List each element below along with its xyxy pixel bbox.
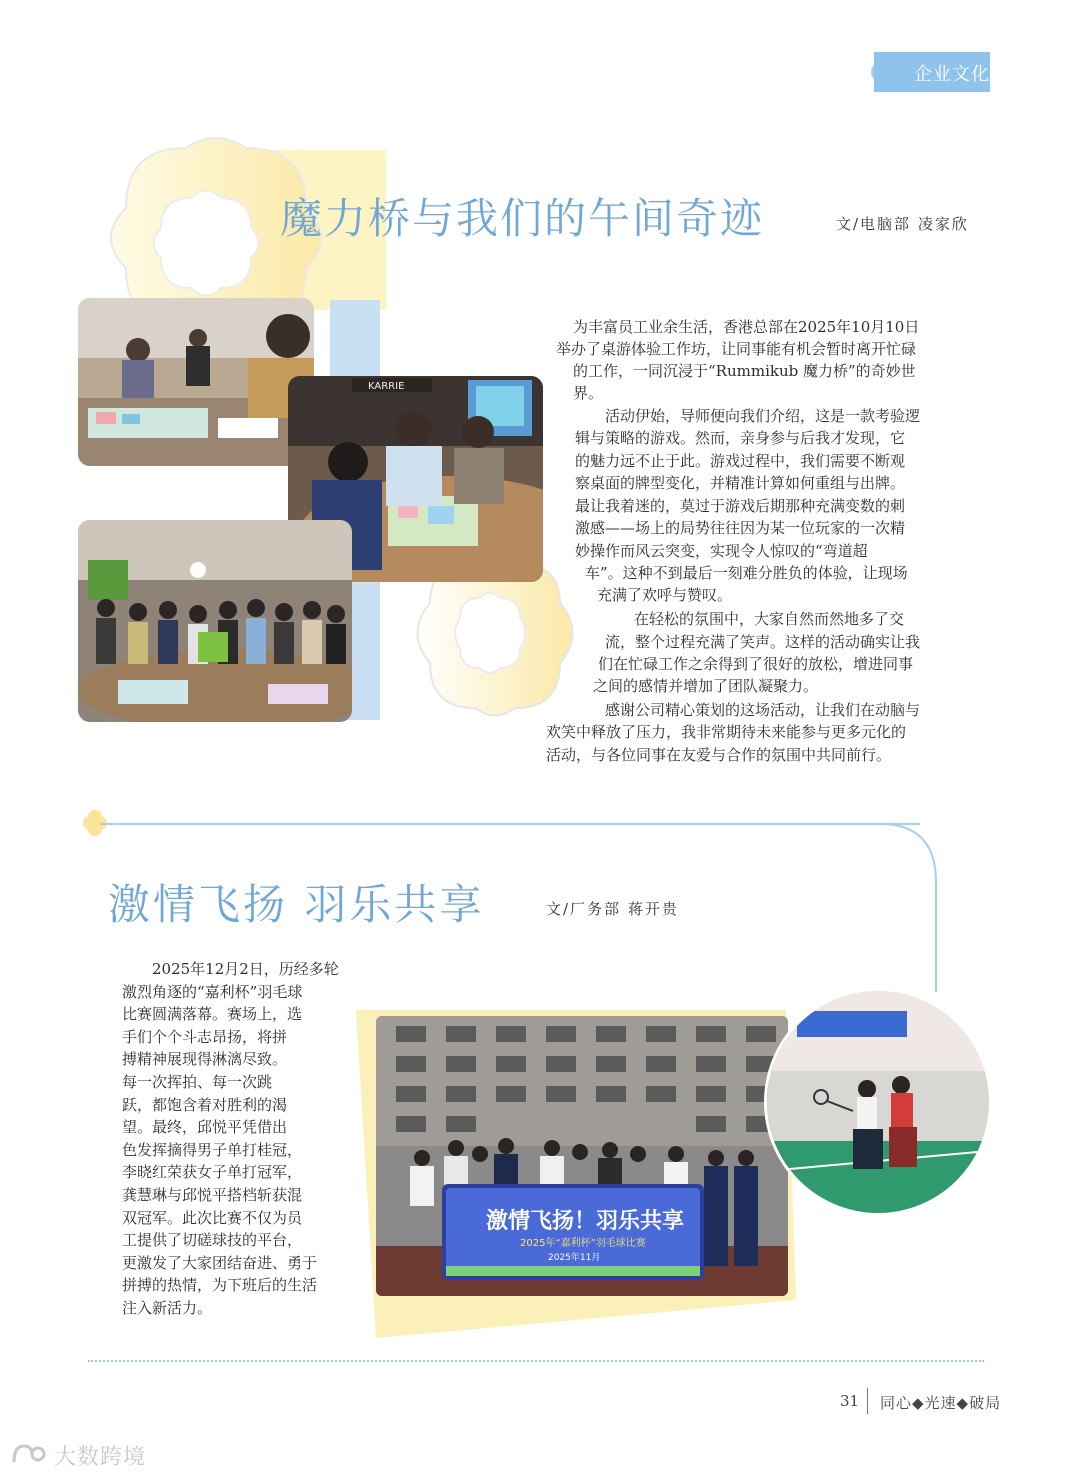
article1-line: 在轻松的氛围中，大家自然而然地多了交 xyxy=(634,610,905,628)
article2-line: 更激发了大家团结奋进、勇于 xyxy=(122,1253,318,1272)
watermark-logo-icon xyxy=(10,1442,50,1468)
article2-line: 每一次挥拍、每一次跳 xyxy=(122,1072,273,1091)
article1-line: 激感——场上的局势往往因为某一位玩家的一次精 xyxy=(575,519,906,537)
article1-line: 感谢公司精心策划的这场活动，让我们在动脑与 xyxy=(605,701,921,719)
article2-line: 跃，都饱含着对胜利的渴 xyxy=(122,1095,288,1114)
article2-line: 拼搏的热情，为下班后的生活 xyxy=(122,1276,318,1295)
article2-line: 2025年12月2日，历经多轮 xyxy=(152,960,339,978)
article1-line: 车”。这种不到最后一刻难分胜负的体验，让现场 xyxy=(585,564,908,582)
section-label: 企业文化 xyxy=(914,64,990,85)
banner-subtitle: 2025年“嘉利杯”羽毛球比赛 xyxy=(520,1238,646,1249)
footer-separator xyxy=(867,1388,868,1414)
divider-curve xyxy=(880,822,940,992)
article1-line: 们在忙碌工作之余得到了很好的放松，增进同事 xyxy=(598,655,914,673)
article2-line: 工提供了切磋球技的平台， xyxy=(122,1231,303,1250)
wall-sign-text: KARRIE xyxy=(368,381,405,392)
footer-slogan: 同心◆光速◆破局 xyxy=(880,1394,1002,1412)
article2-line: 望。最终，邱悦平凭借出 xyxy=(122,1118,288,1137)
article1-line: 界。 xyxy=(573,384,604,402)
article1-title: 魔力桥与我们的午间奇迹 xyxy=(280,194,765,243)
article1-line: 活动，与各位同事在友爱与合作的氛围中共同前行。 xyxy=(546,746,892,764)
article1-line: 察桌面的牌型变化，并精准计算如何重组与出牌。 xyxy=(575,474,906,492)
article1-line: 最让我着迷的，莫过于游戏后期那种充满变数的刺 xyxy=(575,497,906,515)
article1-byline: 文/电脑部 凌家欣 xyxy=(836,215,969,233)
article1-line: 妙操作而风云突变，实现令人惊叹的“弯道超 xyxy=(575,542,868,560)
article2-title: 激情飞扬 羽乐共享 xyxy=(108,880,485,929)
photo-boardgame-1 xyxy=(78,298,314,466)
article2-line: 激烈角逐的“嘉利杯”羽毛球 xyxy=(122,982,303,1001)
section-divider xyxy=(100,823,920,825)
article1-line: 的工作，一同沉浸于“Rummikub 魔力桥”的奇妙世 xyxy=(573,362,916,380)
article1-line: 的魅力远不止于此。游戏过程中，我们需要不断观 xyxy=(575,452,906,470)
article1-line: 为丰富员工业余生活，香港总部在2025年10月10日 xyxy=(573,318,920,336)
article1-line: 举办了桌游体验工作坊，让同事能有机会暂时离开忙碌 xyxy=(556,340,917,358)
article2-line: 龚慧琳与邱悦平搭档斩获混 xyxy=(122,1185,303,1204)
article2-line: 比赛圆满落幕。赛场上，选 xyxy=(122,1005,303,1024)
photo-group xyxy=(78,520,352,722)
article2-line: 搏精神展现得淋漓尽致。 xyxy=(122,1050,288,1069)
article2-line: 李晓红荣获女子单打冠军， xyxy=(122,1163,303,1182)
article2-line: 色发挥摘得男子单打桂冠， xyxy=(122,1140,303,1159)
article1-line: 活动伊始，导师便向我们介绍，这是一款考验逻 xyxy=(605,407,921,425)
page-number: 31 xyxy=(840,1392,860,1410)
photo-badminton-group xyxy=(376,1016,788,1296)
banner-title: 激情飞扬！羽乐共享 xyxy=(486,1209,685,1234)
article1-line: 欢笑中释放了压力，我非常期待未来能参与更多元化的 xyxy=(546,723,907,741)
article2-line: 注入新活力。 xyxy=(122,1298,213,1317)
photo-badminton-match xyxy=(764,988,992,1216)
article1-line: 辑与策略的游戏。然而，亲身参与后我才发现，它 xyxy=(575,429,906,447)
article1-line: 充满了欢呼与赞叹。 xyxy=(597,586,733,604)
watermark-text: 大数跨境 xyxy=(54,1445,147,1470)
banner-date: 2025年11月 xyxy=(548,1253,601,1263)
article2-line: 双冠军。此次比赛不仅为员 xyxy=(122,1208,303,1227)
article2-line: 手们个个斗志昂扬，将拼 xyxy=(122,1027,288,1046)
article2-body xyxy=(122,958,354,1320)
article1-line: 流，整个过程充满了笑声。这样的活动确实让我 xyxy=(605,633,921,651)
article2-byline: 文/厂务部 蒋开贵 xyxy=(546,900,679,918)
footer-rule xyxy=(88,1360,984,1362)
article1-line: 之间的感情并增加了团队凝聚力。 xyxy=(593,677,819,695)
